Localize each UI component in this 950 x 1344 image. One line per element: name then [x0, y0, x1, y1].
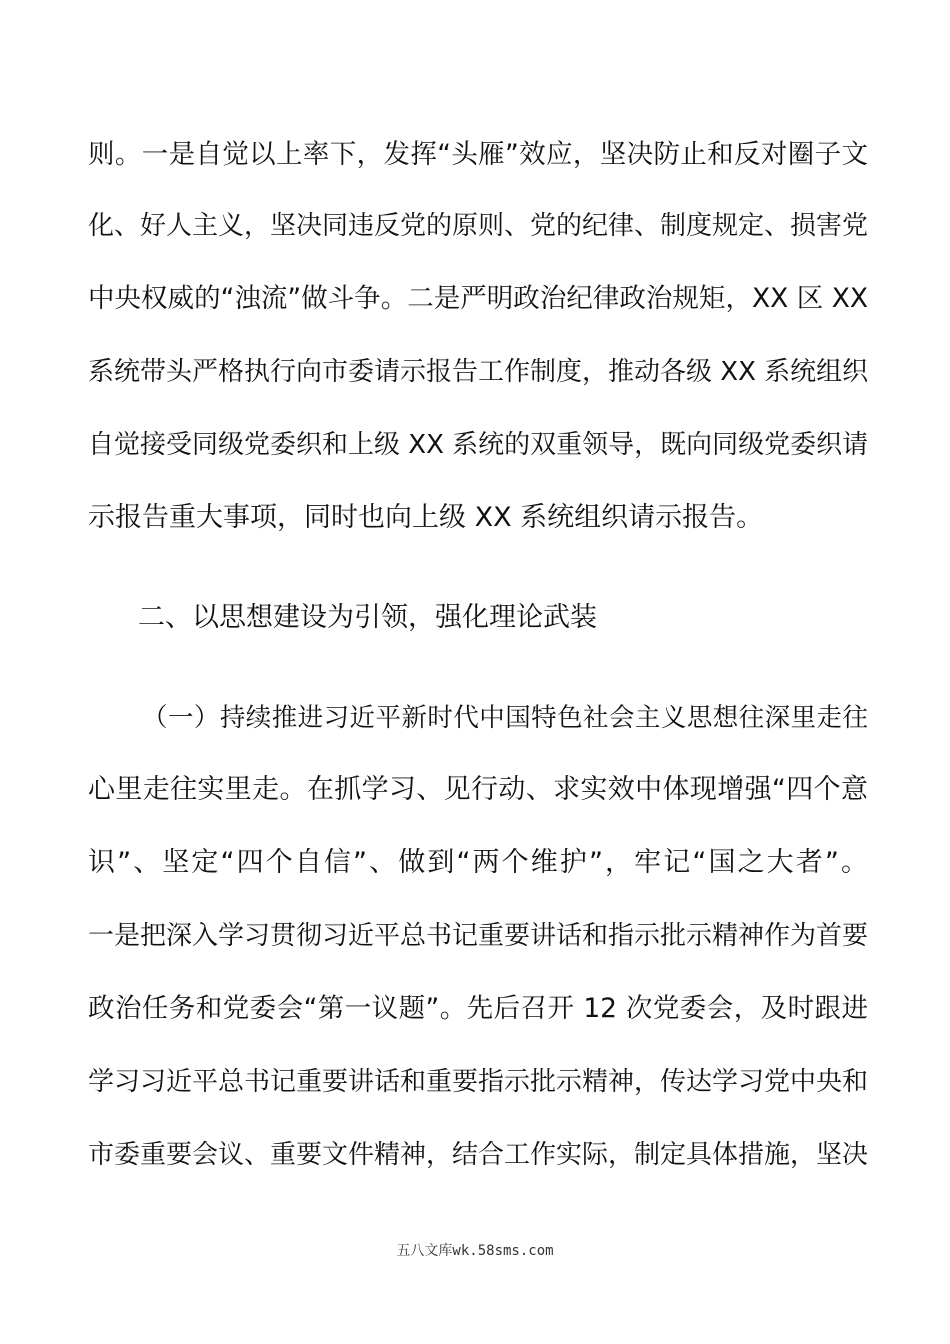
paragraph-line: 一是把深入学习贯彻习近平总书记重要讲话和指示批示精神作为首要 [88, 921, 869, 951]
paragraph-line: 心里走往实里走。在抓学习、见行动、求实效中体现增强“四个意 [88, 774, 868, 805]
paragraph-line: 化、好人主义，坚决同违反党的原则、党的纪律、制度规定、损害党 [88, 211, 869, 241]
paragraph-line: 系统带头严格执行向市委请示报告工作制度，推动各级 XX 系统组织 [88, 357, 869, 387]
paragraph-line: 学习习近平总书记重要讲话和重要指示批示精神，传达学习党中央和 [88, 1067, 869, 1097]
paragraph-line: 政治任务和党委会“第一议题”。先后召开 12 次党委会，及时跟进 [88, 993, 868, 1024]
paragraph-line: 中央权威的“浊流”做斗争。二是严明政治纪律政治规矩，XX 区 XX [88, 283, 868, 314]
subsection-heading-line: （一）持续推进习近平新时代中国特色社会主义思想往深里走往 [142, 703, 868, 733]
section-heading: 二、以思想建设为引领，强化理论武装 [138, 602, 597, 633]
paragraph-line: 示报告重大事项，同时也向上级 XX 系统组织请示报告。 [88, 502, 764, 533]
paragraph-line: 自觉接受同级党委织和上级 XX 系统的双重领导，既向同级党委织请 [88, 430, 869, 460]
paragraph-line: 则。一是自觉以上率下，发挥“头雁”效应，坚决防止和反对圈子文 [88, 139, 868, 170]
paragraph-line: 市委重要会议、重要文件精神，结合工作实际，制定具体措施，坚决 [88, 1140, 869, 1170]
footer-watermark: 五八文库wk.58sms.com [396, 1243, 554, 1259]
paragraph-line: 识”、坚定“四个自信”、做到“两个维护”，牢记“国之大者”。 [88, 847, 868, 878]
